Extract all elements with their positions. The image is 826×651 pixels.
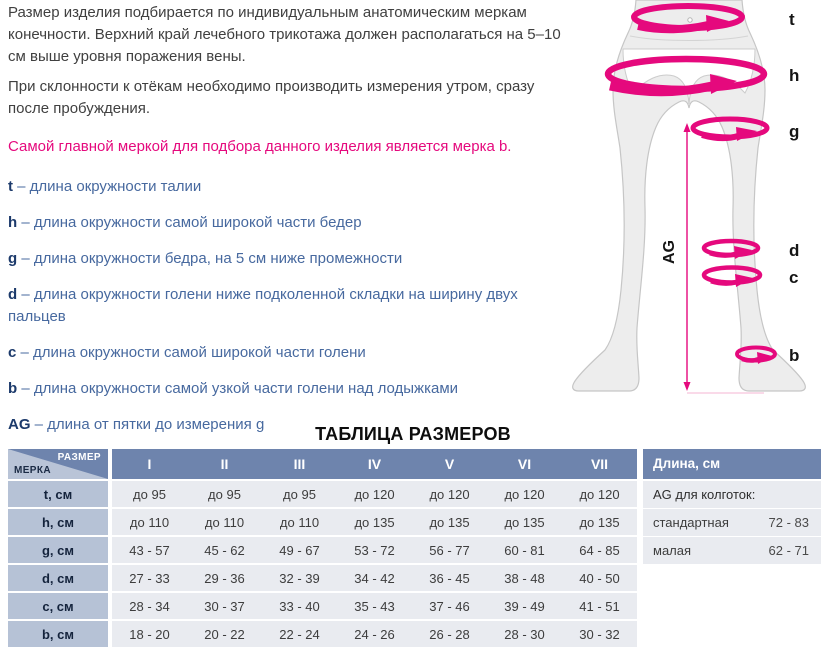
size-cell: 30 - 37 xyxy=(187,593,262,619)
size-cell: 39 - 49 xyxy=(487,593,562,619)
length-row-label: стандартная xyxy=(653,515,729,530)
size-cell: 36 - 45 xyxy=(412,565,487,591)
size-cell: до 135 xyxy=(412,509,487,535)
size-cell: 64 - 85 xyxy=(562,537,637,563)
length-panel-subtitle: AG для колготок: xyxy=(653,487,756,502)
measurement-definitions xyxy=(8,176,574,436)
size-cell: 27 - 33 xyxy=(112,565,187,591)
length-row-label: малая xyxy=(653,543,692,558)
definition-item xyxy=(8,248,574,270)
definition-key: h xyxy=(8,214,18,231)
measure-label-b: b xyxy=(789,346,800,365)
size-cell: 22 - 24 xyxy=(262,621,337,647)
size-cell: до 120 xyxy=(337,481,412,507)
size-cell: до 95 xyxy=(262,481,337,507)
column-header: VI xyxy=(487,449,562,479)
table-corner xyxy=(8,449,112,479)
size-cell: 53 - 72 xyxy=(337,537,412,563)
size-cell: 56 - 77 xyxy=(412,537,487,563)
definition-key: c xyxy=(8,344,17,361)
size-cell: до 120 xyxy=(412,481,487,507)
definition-text: – длина окружности самой широкой части бедер xyxy=(17,214,362,231)
measure-label-g: g xyxy=(789,122,800,141)
size-diagram xyxy=(566,0,826,415)
measure-label-c: c xyxy=(789,268,799,287)
size-cell: до 110 xyxy=(262,509,337,535)
definition-item xyxy=(8,342,574,364)
size-cell: 29 - 36 xyxy=(187,565,262,591)
table-header-row xyxy=(8,449,637,479)
table-title: ТАБЛИЦА РАЗМЕРОВ xyxy=(315,424,511,444)
definition-item xyxy=(8,212,574,234)
size-cell: 18 - 20 xyxy=(112,621,187,647)
definition-item xyxy=(8,414,574,436)
size-cell: 20 - 22 xyxy=(187,621,262,647)
row-label: d, см xyxy=(8,565,112,591)
size-cell: до 135 xyxy=(337,509,412,535)
table-row xyxy=(8,481,637,507)
definition-item xyxy=(8,378,574,400)
row-label: g, см xyxy=(8,537,112,563)
corner-razmer-label: РАЗМЕР xyxy=(57,452,101,463)
column-header: VII xyxy=(562,449,637,479)
length-row-value: 62 - 71 xyxy=(768,543,809,558)
definition-text: – длина от пятки до измерения g xyxy=(30,416,265,433)
definition-text: – длина окружности талии xyxy=(13,178,202,195)
size-cell: до 95 xyxy=(112,481,187,507)
size-cell: 60 - 81 xyxy=(487,537,562,563)
definition-key: t xyxy=(8,178,13,195)
length-panel xyxy=(643,447,821,564)
size-cell: 49 - 67 xyxy=(262,537,337,563)
size-cell: до 120 xyxy=(487,481,562,507)
definition-key: AG xyxy=(8,416,31,433)
corner-merka-label: МЕРКА xyxy=(14,465,51,476)
size-cell: 28 - 30 xyxy=(487,621,562,647)
length-panel-header: Длина, см xyxy=(643,449,821,479)
size-cell: 45 - 62 xyxy=(187,537,262,563)
row-label: h, см xyxy=(8,509,112,535)
definition-text: – длина окружности самой широкой части голени xyxy=(16,344,366,361)
size-cell: 32 - 39 xyxy=(262,565,337,591)
definition-text: – длина окружности бедра, на 5 см ниже промежности xyxy=(17,250,403,267)
length-row xyxy=(643,536,821,564)
intro-paragraph-1: Размер изделия подбирается по индивидуальным анатомическим меркам конечности. Верхний край лечебного трикотажа должен располагаться на 5–10 см выше уровня поражения вены. xyxy=(8,4,561,65)
tables-section xyxy=(0,447,826,649)
column-header: II xyxy=(187,449,262,479)
column-header: V xyxy=(412,449,487,479)
definition-text: – длина окружности голени ниже подколенной складки на ширину двух пальцев xyxy=(8,286,518,325)
ag-label: AG xyxy=(661,240,678,264)
size-cell: до 95 xyxy=(187,481,262,507)
measure-label-d: d xyxy=(789,241,800,260)
column-header: I xyxy=(112,449,187,479)
size-cell: до 110 xyxy=(112,509,187,535)
column-header: IV xyxy=(337,449,412,479)
size-cell: до 135 xyxy=(562,509,637,535)
definition-key: d xyxy=(8,286,18,303)
size-cell: 34 - 42 xyxy=(337,565,412,591)
table-row xyxy=(8,621,637,647)
measure-label-t: t xyxy=(789,10,795,29)
size-table-body xyxy=(8,481,637,647)
definition-item xyxy=(8,284,574,328)
table-row xyxy=(8,537,637,563)
size-cell: 26 - 28 xyxy=(412,621,487,647)
length-panel-body xyxy=(643,481,821,564)
size-cell: 40 - 50 xyxy=(562,565,637,591)
size-cell: 38 - 48 xyxy=(487,565,562,591)
length-row-value: 72 - 83 xyxy=(768,515,809,530)
size-cell: 33 - 40 xyxy=(262,593,337,619)
definition-text: – длина окружности самой узкой части голени над лодыжками xyxy=(17,380,459,397)
size-cell: 24 - 26 xyxy=(337,621,412,647)
intro-text xyxy=(8,2,574,450)
size-cell: 28 - 34 xyxy=(112,593,187,619)
size-cell: 30 - 32 xyxy=(562,621,637,647)
size-cell: 41 - 51 xyxy=(562,593,637,619)
size-cell: 35 - 43 xyxy=(337,593,412,619)
size-cell: до 120 xyxy=(562,481,637,507)
sizing-note: Самой главной меркой для подбора данного изделия является мерка b. xyxy=(8,138,512,155)
definition-key: b xyxy=(8,380,18,397)
size-cell: до 135 xyxy=(487,509,562,535)
measure-label-h: h xyxy=(789,66,800,85)
row-label: b, см xyxy=(8,621,112,647)
table-row xyxy=(8,509,637,535)
definition-key: g xyxy=(8,250,18,267)
row-label: t, см xyxy=(8,481,112,507)
size-cell: 37 - 46 xyxy=(412,593,487,619)
length-row xyxy=(643,508,821,536)
table-row xyxy=(8,593,637,619)
size-cell: до 110 xyxy=(187,509,262,535)
intro-paragraph-2: При склонности к отёкам необходимо производить измерения утром, сразу после пробуждения. xyxy=(8,78,535,117)
column-header: III xyxy=(262,449,337,479)
size-cell: 43 - 57 xyxy=(112,537,187,563)
table-row xyxy=(8,565,637,591)
row-label: c, см xyxy=(8,593,112,619)
size-table xyxy=(8,447,637,649)
definition-item xyxy=(8,176,574,198)
